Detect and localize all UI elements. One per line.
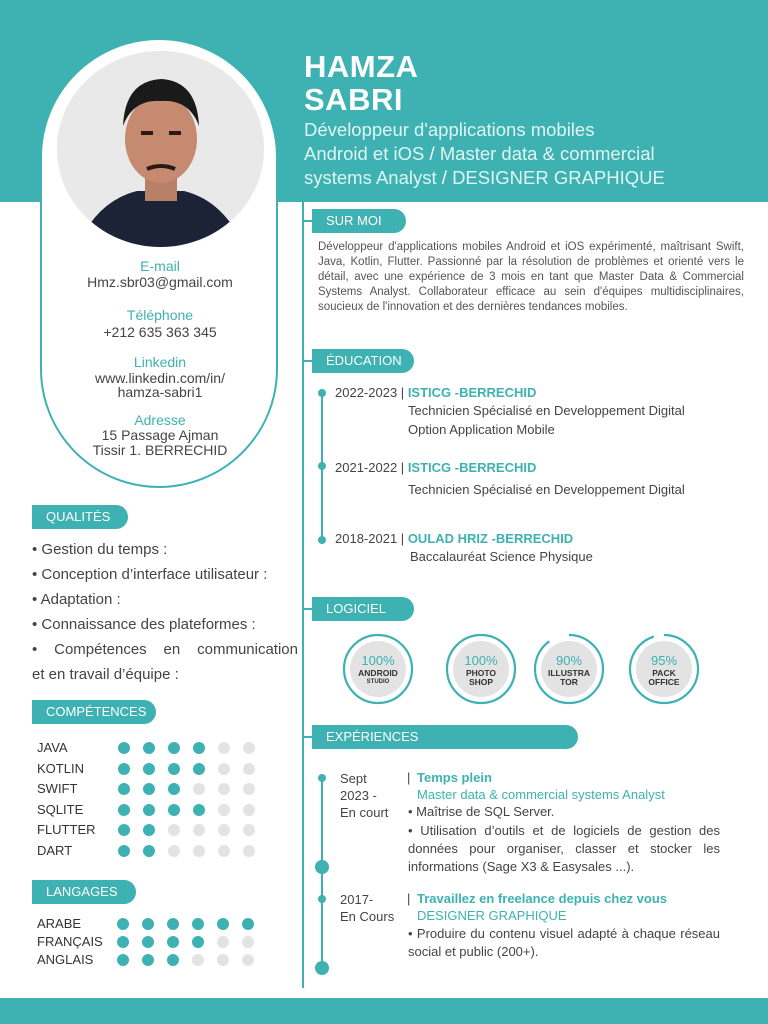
section-tick: [302, 608, 312, 610]
skill-level-dot: [192, 954, 204, 966]
skill-name: FLUTTER: [37, 822, 96, 837]
exp-date-2: [340, 891, 394, 925]
exp-sep: |: [407, 891, 411, 906]
edu-sep: |: [400, 385, 405, 400]
email-value[interactable]: Hmz.sbr03@gmail.com: [87, 274, 233, 290]
skill-level-dot: [168, 763, 180, 775]
edu-school: ISTICG -BERRECHID: [407, 460, 537, 475]
quality-item: et en travail d’équipe :: [32, 666, 179, 683]
column-divider: [302, 202, 304, 988]
edu-detail-1: Technicien Spécialisé en Developpement Digital: [408, 403, 685, 418]
skill-level-dot: [118, 742, 130, 754]
exp-bullet: • Produire du contenu visuel adapté à chaque réseau social et public (200+).: [408, 926, 720, 959]
skills-title: COMPÉTENCES: [32, 700, 156, 724]
skill-name: ANGLAIS: [37, 952, 94, 967]
address-label: Adresse: [134, 412, 186, 428]
skill-level-dot: [193, 763, 205, 775]
skill-level-dot: [167, 936, 179, 948]
footer-band: [0, 998, 768, 1024]
exp-bullet: • Maîtrise de SQL Server.: [408, 804, 555, 819]
timeline-dot: [318, 774, 326, 782]
skill-level-dot: [117, 936, 129, 948]
edu-years: 2022-2023: [335, 385, 398, 400]
skill-level-dot: [193, 742, 205, 754]
skill-level-dot: [143, 845, 155, 857]
skill-level-dot: [218, 742, 230, 754]
exp-role: DESIGNER GRAPHIQUE: [417, 908, 567, 923]
skill-level-dot: [168, 804, 180, 816]
skill-level-dot: [118, 845, 130, 857]
languages-title: LANGAGES: [32, 880, 136, 904]
skill-level-dot: [168, 783, 180, 795]
edu-school: ISTICG -BERRECHID: [407, 385, 537, 400]
timeline-dot: [315, 961, 329, 975]
software-percent: 100%: [361, 653, 395, 668]
skill-level-dot: [193, 804, 205, 816]
skill-level-dot: [168, 742, 180, 754]
phone-value[interactable]: +212 635 363 345: [103, 324, 217, 340]
skill-level-dot: [192, 936, 204, 948]
exp-date-line: Sept: [340, 771, 367, 786]
address-value-1: 15 Passage Ajman: [101, 427, 219, 443]
linkedin-value-2[interactable]: hamza-sabri1: [117, 384, 203, 400]
quality-item: • Adaptation :: [32, 591, 121, 608]
edu-detail-2: Option Application Mobile: [408, 422, 555, 437]
timeline-dot: [318, 462, 326, 470]
role-separator: /: [424, 143, 440, 164]
exp-sep: |: [407, 770, 411, 785]
skill-level-dot: [143, 783, 155, 795]
skill-name: SQLITE: [37, 801, 84, 817]
section-tick: [302, 220, 312, 222]
edu-detail-1: Baccalauréat Science Physique: [410, 549, 593, 564]
skill-level-dot: [218, 763, 230, 775]
software-percent: 95%: [650, 653, 678, 668]
skill-level-dot: [167, 954, 179, 966]
software-name: PACK: [652, 668, 676, 678]
software-percent: 90%: [555, 653, 583, 668]
skill-name: FRANÇAIS: [37, 934, 103, 949]
skill-level-dot: [242, 936, 254, 948]
exp-date-line: En court: [340, 805, 389, 820]
role-line-3: [304, 166, 665, 190]
education-entry-3: [335, 531, 573, 546]
exp-date-line: En Cours: [340, 909, 395, 924]
skill-level-dot: [142, 936, 154, 948]
timeline-dot: [318, 389, 326, 397]
skill-level-dot: [217, 954, 229, 966]
timeline-dot: [318, 895, 326, 903]
exp-role: Master data & commercial systems Analyst: [417, 787, 665, 802]
skill-name: ARABE: [37, 916, 82, 931]
skill-level-dot: [118, 783, 130, 795]
quality-item: • Gestion du temps :: [32, 541, 168, 558]
skill-level-dot: [193, 845, 205, 857]
skill-name: SWIFT: [37, 781, 78, 796]
profile-photo: [57, 51, 264, 247]
software-name-sub: TOR: [560, 677, 578, 687]
software-name: ILLUSTRA: [547, 668, 591, 678]
skill-level-dot: [117, 954, 129, 966]
edu-sep: |: [400, 531, 405, 546]
job-title: [304, 118, 665, 190]
education-entry-1: [335, 385, 536, 400]
about-title: SUR MOI: [312, 209, 406, 233]
software-badge: [453, 641, 509, 697]
skill-name: KOTLIN: [37, 760, 84, 776]
timeline-dot: [318, 536, 326, 544]
edu-years: 2018-2021: [335, 531, 398, 546]
linkedin-value-1[interactable]: www.linkedin.com/in/: [95, 370, 225, 386]
exp-bullet: • Utilisation d’outils et de logiciels de gestion des données pour organiser, classer et stocker les informations (Sage X3 & Easysales ...).: [408, 823, 720, 874]
skill-level-dot: [117, 918, 129, 930]
skill-level-dot: [143, 742, 155, 754]
skill-level-dot: [243, 845, 255, 857]
section-tick: [302, 736, 312, 738]
skill-level-dot: [242, 954, 254, 966]
software-name: ANDROID: [358, 668, 398, 678]
role-line-1: Développeur d'applications mobiles: [304, 119, 595, 140]
skill-level-dot: [118, 824, 130, 836]
skill-level-dot: [243, 783, 255, 795]
software-title: LOGICIEL: [312, 597, 414, 621]
skill-level-dot: [218, 804, 230, 816]
section-tick: [302, 360, 312, 362]
edu-years: 2021-2022: [335, 460, 398, 475]
skill-level-dot: [168, 845, 180, 857]
role-separator: /: [436, 167, 453, 188]
full-name: [304, 50, 418, 116]
role-master-data: Master data & commercial: [439, 143, 655, 164]
software-name-sub: STUDIO: [366, 679, 390, 685]
skill-name: JAVA: [37, 740, 68, 755]
education-title: ÉDUCATION: [312, 349, 414, 373]
exp-date-line: 2023 -: [340, 788, 377, 803]
education-entry-2: [335, 460, 536, 475]
skill-level-dot: [143, 824, 155, 836]
experience-title: EXPÉRIENCES PROFESSIONNELLES: [312, 725, 578, 749]
software-badge: [350, 641, 406, 697]
skill-level-dot: [243, 824, 255, 836]
skill-level-dot: [167, 918, 179, 930]
software-name: PHOTO: [465, 668, 497, 678]
exp-date-line: 2017-: [340, 892, 374, 907]
skill-level-dot: [142, 918, 154, 930]
skill-level-dot: [242, 918, 254, 930]
skill-level-dot: [193, 824, 205, 836]
role-designer: DESIGNER GRAPHIQUE: [452, 167, 665, 188]
skill-level-dot: [193, 783, 205, 795]
edu-detail-1: Technicien Spécialisé en Developpement Digital: [408, 482, 685, 497]
skill-level-dot: [218, 845, 230, 857]
skill-level-dot: [218, 824, 230, 836]
quality-item: • Connaissance des plateformes :: [32, 616, 256, 633]
edu-sep: |: [400, 460, 405, 475]
skill-level-dot: [118, 804, 130, 816]
edu-school: OULAD HRIZ -BERRECHID: [407, 531, 574, 546]
skill-level-dot: [218, 783, 230, 795]
quality-item: • Compétences en communication: [32, 641, 298, 658]
quality-item: • Conception d’interface utilisateur :: [32, 566, 268, 583]
exp-type: Temps plein: [417, 770, 492, 785]
first-name: HAMZA: [304, 49, 419, 84]
address-value-2: Tissir 1. BERRECHID: [92, 442, 228, 458]
skill-level-dot: [192, 918, 204, 930]
skill-level-dot: [243, 804, 255, 816]
role-android-ios: Android et iOS: [304, 143, 425, 164]
skill-level-dot: [142, 954, 154, 966]
skill-level-dot: [243, 763, 255, 775]
skill-name: DART: [37, 842, 73, 858]
software-badge: [541, 641, 597, 697]
software-badge: [636, 641, 692, 697]
linkedin-label: Linkedin: [133, 354, 187, 370]
skill-level-dot: [217, 936, 229, 948]
exp-date-1: [340, 770, 388, 821]
skill-level-dot: [143, 804, 155, 816]
email-label: E-mail: [140, 258, 180, 274]
skill-level-dot: [168, 824, 180, 836]
qualities-title: QUALITÉS: [32, 505, 128, 529]
software-percent: 100%: [464, 653, 498, 668]
skill-level-dot: [118, 763, 130, 775]
role-analyst: systems Analyst: [304, 167, 437, 188]
role-line-2: [304, 142, 665, 166]
skill-level-dot: [243, 742, 255, 754]
skill-level-dot: [143, 763, 155, 775]
software-name-sub: OFFICE: [648, 677, 680, 687]
last-name: SABRI: [304, 82, 403, 117]
skill-level-dot: [217, 918, 229, 930]
timeline-dot: [315, 860, 329, 874]
software-name-sub: SHOP: [468, 677, 494, 687]
about-text: Développeur d'applications mobiles Android et iOS expérimenté, maîtrisant Swift, Java, Kotlin, Flutter. Passionné par la résolution de problèmes et orienté vers le détail, avec une expérience de 3 mois en tant que Master Data & Commercial Systems Analyst. Collaborateur efficace au sein d'équipes multidisciplinaires, soucieux de l'innovation et des dernières tendances mobiles.: [318, 241, 744, 313]
phone-label: Téléphone: [126, 307, 194, 323]
exp-type: Travaillez en freelance depuis chez vous: [417, 891, 667, 906]
